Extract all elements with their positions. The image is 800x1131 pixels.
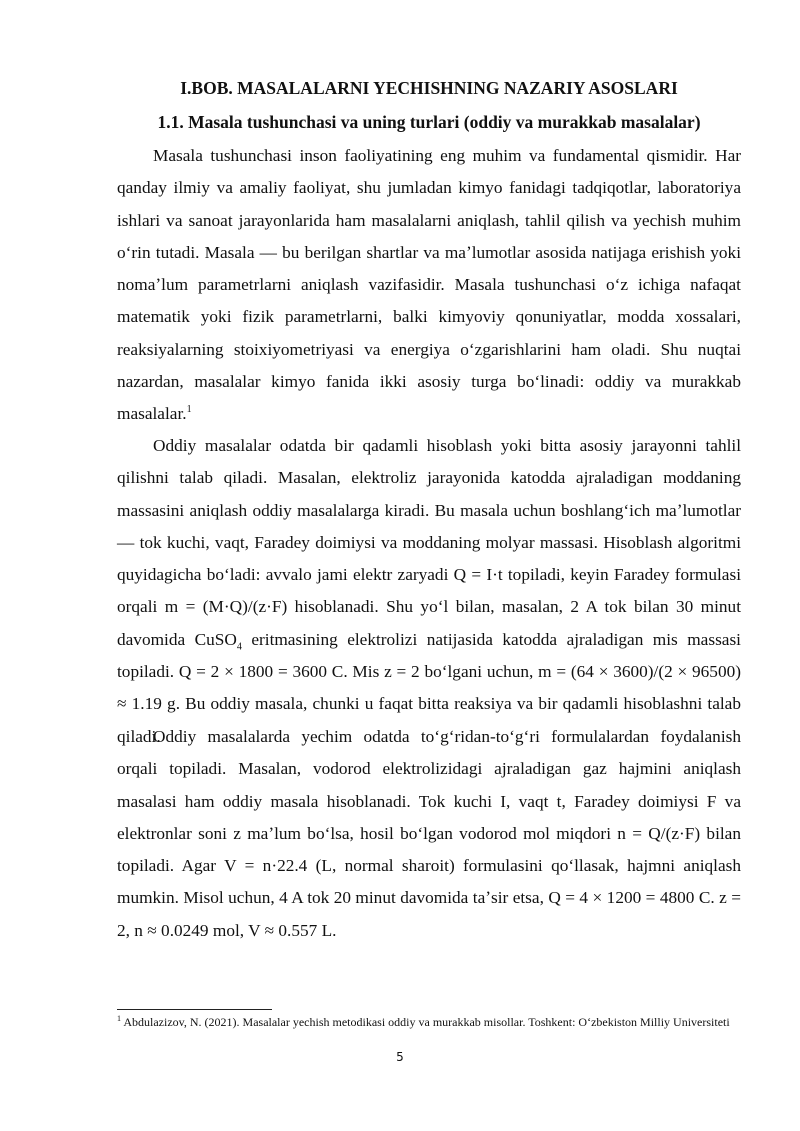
footnote xyxy=(117,1014,747,1030)
paragraph-1-text: Masala tushunchasi inson faoliyatining eng muhim va fundamental qismidir. Har qanday ilmiy va amaliy faoliyat, shu jumladan kimyo fanidagi tadqiqotlar, laboratoriya ishlari va sanoat jarayonlarida ham masalalarni aniqlash, tahlil qilish va yechish muhim oʻrin tutadi. Masala — bu berilgan shartlar va maʼlumotlar asosida natijaga erishish yoki nomaʼlum parametrlarni aniqlash vazifasidir. Masala tushunchasi oʻz ichiga nafaqat matematik yoki fizik parametrlarni, balki kimyoviy qonuniyatlar, modda xossalari, reaksiyalarning stoixiyometriyasi va energiya oʻzgarishlarini ham oladi. Shu nuqtai nazardan, masalalar kimyo fanida ikki asosiy turga boʻlinadi: oddiy va murakkab masalalar. xyxy=(117,146,741,424)
paragraph-2-text-b: eritmasining elektrolizi natijasida katodda ajraladigan mis massasi topiladi. Q = 2 × 1800 = 3600 C. Mis z = 2 boʻlgani uchun, m = (64 × 3600)/(2 × 96500) ≈ 1.19 g. Bu oddiy masala, chunki u faqat bitta reaksiya va bir qadamli hisoblashni talab qiladi. xyxy=(117,629,741,746)
footnote-text: Abdulazizov, N. (2021). Masalalar yechish metodikasi oddiy va murakkab misollar. Toshkent: Oʻzbekiston Milliy Universiteti xyxy=(121,1015,730,1029)
footnote-reference[interactable]: 1 xyxy=(186,404,192,416)
paragraph-1 xyxy=(117,140,741,430)
page-number: 5 xyxy=(396,1050,404,1064)
paragraph-3: Oddiy masalalarda yechim odatda toʻgʻridan-toʻgʻri formulalardan foydalanish orqali topiladi. Masalan, vodorod elektrolizidagi ajraladigan gaz hajmini aniqlash masalasi ham oddiy masala hisoblanadi. Tok kuchi I, vaqt t, Faradey doimiysi F va elektronlar soni z maʼlum boʻlsa, hosil boʻlgan vodorod mol miqdori n = Q/(z·F) bilan topiladi. Agar V = n·22.4 (L, normal sharoit) formulasini qoʻllasak, hajmni aniqlash mumkin. Misol uchun, 4 A tok 20 minut davomida taʼsir etsa, Q = 4 × 1200 = 4800 C. z = 2, n ≈ 0.0249 mol, V ≈ 0.557 L. xyxy=(117,727,741,940)
body-text xyxy=(117,140,741,940)
paragraph-2 xyxy=(117,430,741,746)
chapter-title: I.BOB. MASALALARNI YECHISHNING NAZARIY ASOSLARI xyxy=(180,78,678,98)
section-title: 1.1. Masala tushunchasi va uning turlari (oddiy va murakkab masalalar) xyxy=(157,112,701,132)
subscript-4: 4 xyxy=(236,641,242,653)
footnote-divider xyxy=(117,1009,272,1010)
paragraph-2-text-a: Oddiy masalalar odatda bir qadamli hisoblash yoki bitta asosiy jarayonni tahlil qilishni talab qiladi. Masalan, elektroliz jarayonida katodda ajraladigan moddaning massasini aniqlash oddiy masalalarga kiradi. Bu masala uchun boshlangʻich maʼlumotlar — tok kuchi, vaqt, Faradey doimiysi va moddaning molyar massasi. Hisoblash algoritmi quyidagicha boʻladi: avvalo jami elektr zaryadi Q = I·t topiladi, keyin Faradey formulasi orqali m = (M·Q)/(z·F) hisoblanadi. Shu yoʻl bilan, masalan, 2 A tok bilan 30 minut davomida CuSO xyxy=(117,436,741,649)
footnote-marker: 1 xyxy=(117,1014,121,1023)
